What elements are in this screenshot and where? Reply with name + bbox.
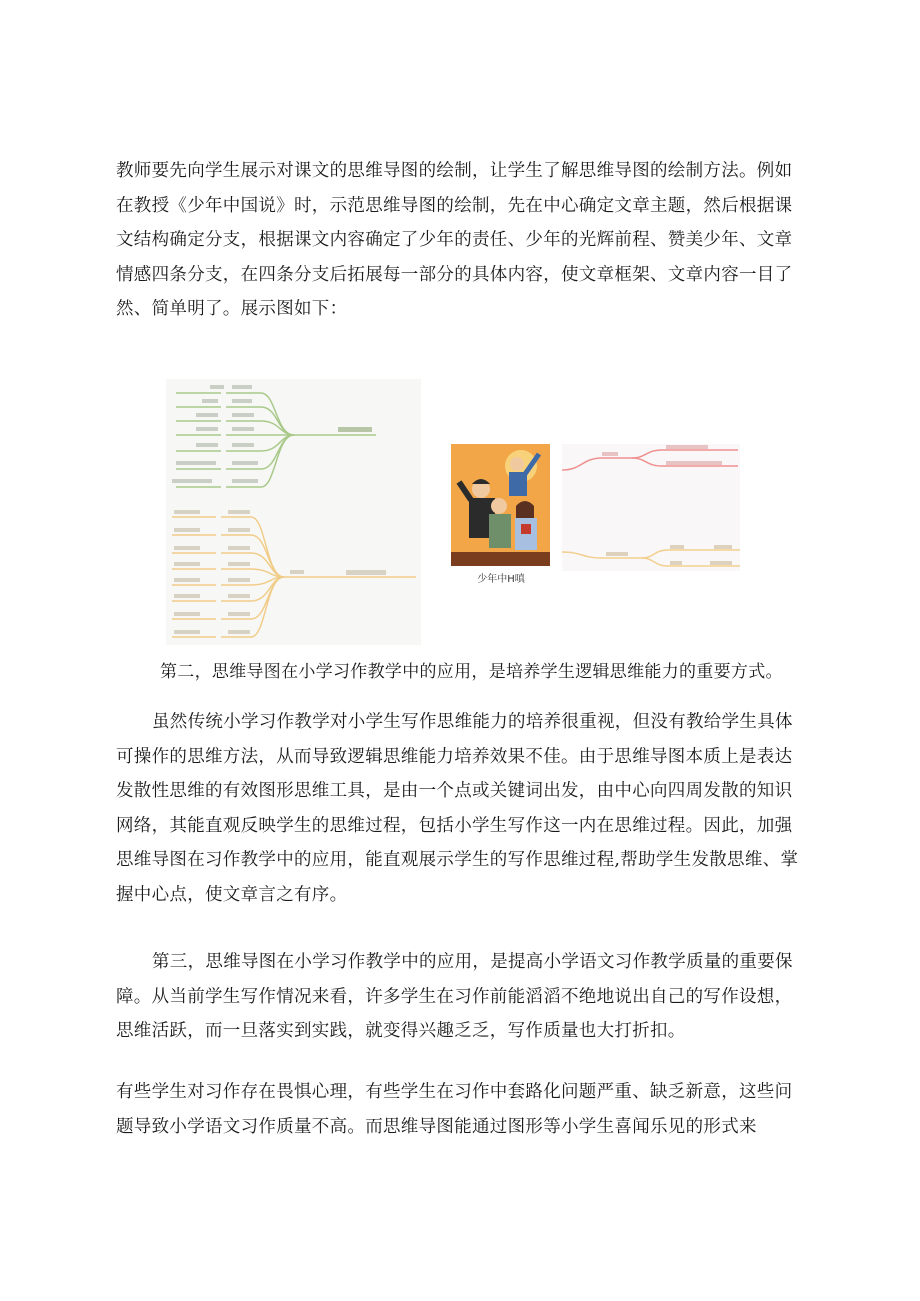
illustration-image — [451, 444, 550, 566]
paragraph-3: 虽然传统小学习作教学对小学生写作思维能力的培养很重视，但没有教给学生具体可操作的思维方法，从而导致逻辑思维能力培养效果不佳。由于思维导图本质上是表达发散性思维的有效图形思维工具，是由一个点或关键词出发，由中心向四周发散的知识网络，其能直观反映学生的思维过程，包括小学生写作这一内在思维过程。因此，加强思维导图在习作教学中的应用，能直观展示学生的写作思维过程,帮助学生发散思维、掌握中心点，使文章言之有序。 — [116, 712, 799, 905]
paragraph-4: 第三，思维导图在小学习作教学中的应用，是提高小学语文习作教学质量的重要保障。从当前学生写作情况来看，许多学生在习作前能滔滔不绝地说出自己的写作设想，思维活跃，而一旦落实到实践，就变得兴趣乏乏，写作质量也大打折扣。 — [116, 952, 793, 1041]
mind-map-right — [562, 444, 740, 571]
figure-caption: 少年中H嗔 — [477, 574, 525, 585]
paragraph-1: 教师要先向学生展示对课文的思维导图的绘制，让学生了解思维导图的绘制方法。例如在教授《少年中国说》时，示范思维导图的绘制，先在中心确定文章主题，然后根据课文结构确定分支，根据课文内容确定了少年的责任、少年的光辉前程、赞美少年、文章情感四条分支，在四条分支后拓展每一部分的具体内容，使文章框架、文章内容一目了然、简单明了。展示图如下： — [116, 161, 793, 319]
paragraph-2: 第二，思维导图在小学习作教学中的应用，是培养学生逻辑思维能力的重要方式。 — [160, 662, 783, 682]
mind-map-left — [166, 379, 421, 645]
paragraph-5: 有些学生对习作存在畏惧心理，有些学生在习作中套路化问题严重、缺乏新意，这些问题导致小学语文习作质量不高。而思维导图能通过图形等小学生喜闻乐见的形式来 — [116, 1082, 793, 1137]
